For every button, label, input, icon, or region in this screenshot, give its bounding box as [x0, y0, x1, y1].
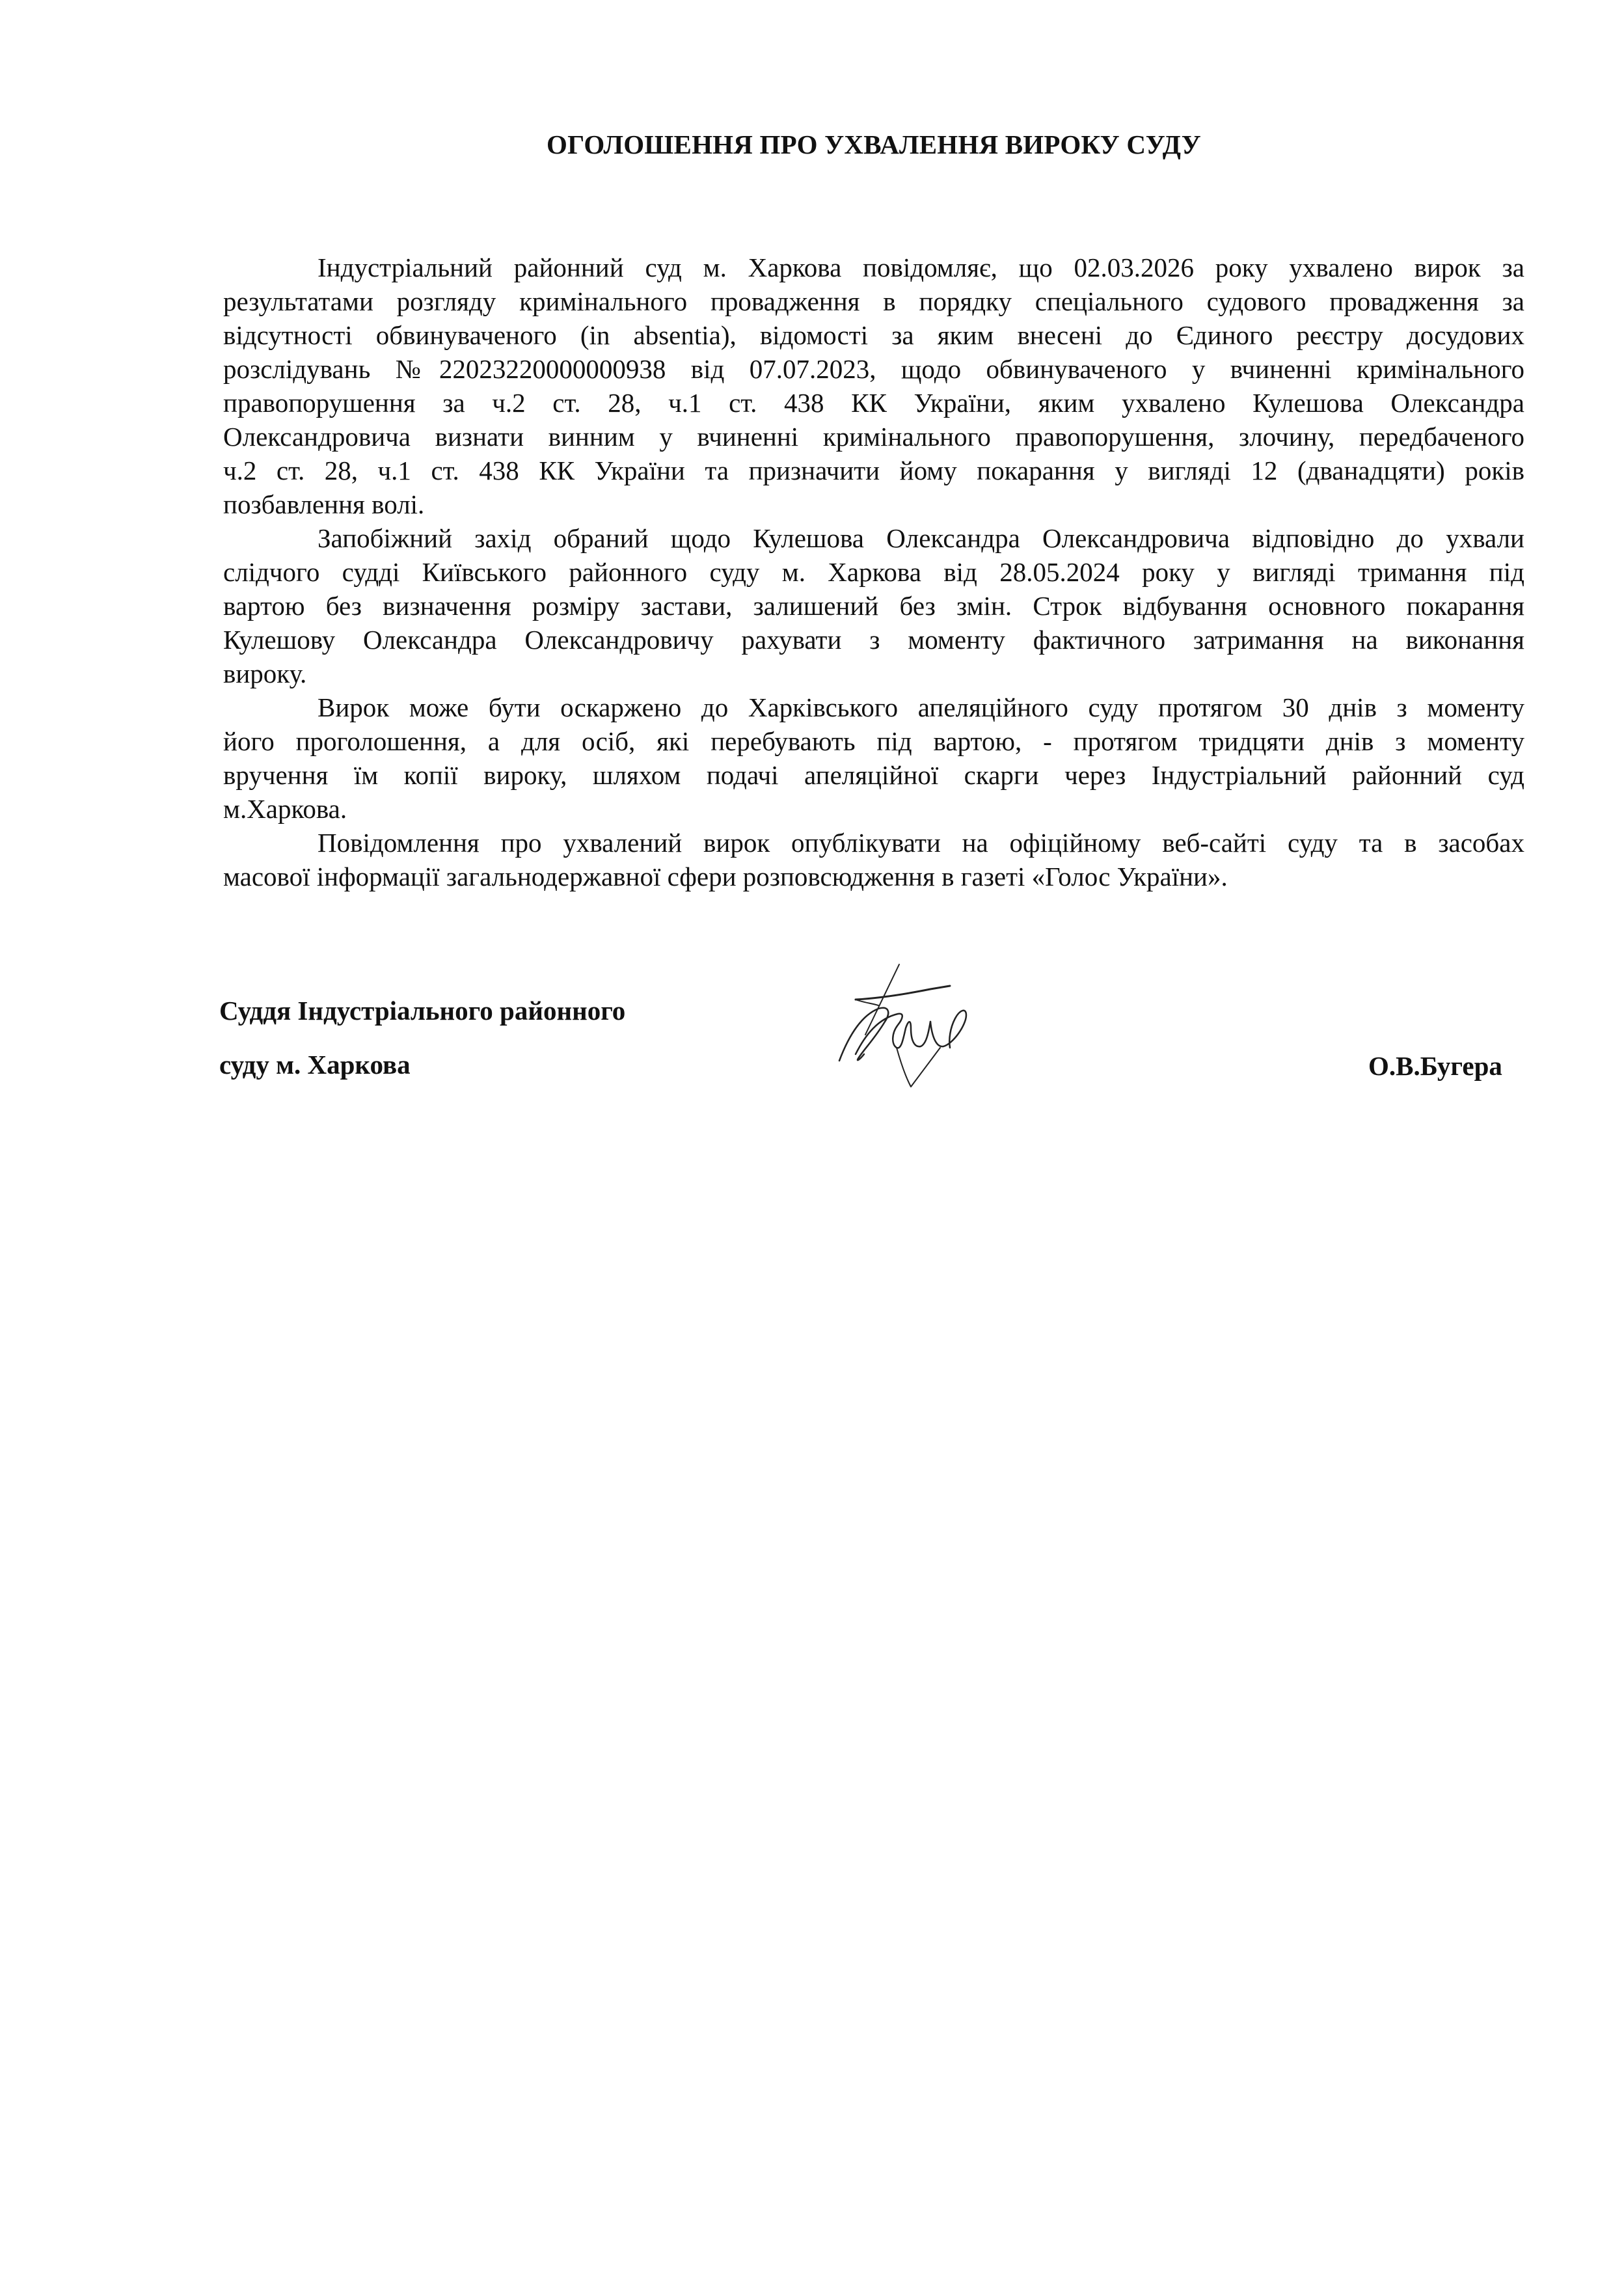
text-line: Вирок може бути оскаржено до Харківського апеляційного суду протягом 30 днів з моменту — [318, 692, 1524, 722]
text-line: м.Харкова. — [223, 794, 347, 824]
text-line: Індустріальний районний суд м. Харкова повідомляє, що 02.03.2026 року ухвалено вирок за — [318, 252, 1524, 282]
paragraph-appeal — [223, 690, 1524, 826]
text-line: відсутності обвинуваченого (in absentia), відомості за яким внесені до Єдиного реєстру досудових — [223, 320, 1524, 350]
text-line: позбавлення волі. — [223, 489, 425, 519]
text-line: ч.2 ст. 28, ч.1 ст. 438 КК України та призначити йому покарання у вигляді 12 (дванадцяти) років — [223, 456, 1524, 485]
text-line: правопорушення за ч.2 ст. 28, ч.1 ст. 438 КК України, яким ухвалено Кулешова Олександра — [223, 388, 1524, 418]
text-line: Запобіжний захід обраний щодо Кулешова Олександра Олександровича відповідно до ухвали — [318, 523, 1524, 553]
paragraph-publication — [223, 826, 1524, 893]
document-body — [223, 251, 1524, 893]
judge-position-line1: Суддя Індустріального районного — [219, 996, 626, 1026]
text-line: масової інформації загальнодержавної сфери розповсюдження в газеті «Голос України». — [223, 862, 1228, 892]
judge-name: О.В.Бугера — [1368, 1051, 1502, 1081]
text-line: Повідомлення про ухвалений вирок опублікувати на офіційному веб-сайті суду та в засобах — [318, 828, 1524, 858]
text-line: вартою без визначення розміру застави, залишений без змін. Строк відбування основного покарання — [223, 591, 1524, 621]
text-line: вироку. — [223, 659, 307, 688]
judge-position-line2: суду м. Харкова — [219, 1050, 411, 1080]
paragraph-verdict — [223, 251, 1524, 521]
handwritten-signature-icon — [826, 957, 982, 1093]
document-title: ОГОЛОШЕННЯ ПРО УХВАЛЕННЯ ВИРОКУ СУДУ — [547, 129, 1201, 159]
paragraph-preventive-measure — [223, 521, 1524, 690]
text-line: Олександровича визнати винним у вчиненні кримінального правопорушення, злочину, передбаченого — [223, 422, 1524, 452]
text-line: Кулешову Олександра Олександровичу рахувати з моменту фактичного затримання на виконання — [223, 625, 1524, 655]
text-line: його проголошення, а для осіб, які перебувають під вартою, - протягом тридцяти днів з моменту — [223, 726, 1524, 756]
text-line: слідчого судді Київського районного суду м. Харкова від 28.05.2024 року у вигляді тримання під — [223, 557, 1524, 587]
text-line: результатами розгляду кримінального провадження в порядку спеціального судового провадження за — [223, 286, 1524, 316]
text-line: розслідувань №22023220000000938 від 07.07.2023, щодо обвинуваченого у вчиненні кримінального — [223, 354, 1524, 384]
text-line: вручення їм копії вироку, шляхом подачі апеляційної скарги через Індустріальний районний суд — [223, 760, 1524, 790]
